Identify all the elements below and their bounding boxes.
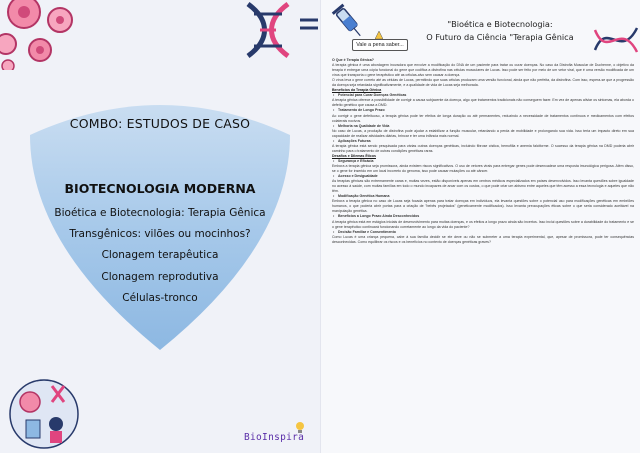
paragraph: A terapia gênica está em estágios iniciais de desenvolvimento para muitas doenças, e os efeitos a longo prazo ainda são incertos. Isso inclui questões sobre a durabilidade do tratamento e se o gene terapêutico continuará funcionando corretamente ao longo da vida do paciente? (332, 219, 634, 229)
paragraph: A terapia gênica é uma abordagem inovadora que envolve a modificação do DNA de um paciente para tratar ou curar doenças. No caso da Distrofia Muscular de Duchenne, o objetivo da terapia é entregar uma cópia funcional do gene que codifica a distrofina nas células musculares de Lucas. Isso pode ser feito por meio de um vetor viral, que é uma versão modificada de um vírus que transporta o gene terapêutico até as células-alvo sem causar a doença. (332, 63, 634, 78)
topic-item[interactable]: Transgênicos: vilões ou mocinhos? (69, 228, 251, 241)
paragraph: Como Lucas é uma criança pequena, cabe à sua família decidir se ele deve ou não se submeter a uma terapia experimental, que, apesar de promissora, pode ter consequências desconhecidas. Como equilibrar os riscos e os benefícios no contexto de doenças genéticas graves? (332, 234, 634, 244)
topic-item[interactable]: Células-tronco (122, 291, 198, 304)
topic-item[interactable]: Bioética e Biotecnologia: Terapia Gênica (54, 207, 266, 219)
brand-logo: BioInspira (244, 432, 305, 443)
section-heading-challenges: Desafios e Dilemas Éticos (332, 153, 376, 158)
lab-illustration-icon (4, 372, 84, 452)
paragraph: Embora a terapia gênica seja promissora, ainda existem riscos significativos. O uso de vetores virais para entregar genes pode desencadear uma resposta imunológica perigosa. Além disso, se o gene for inserido em um local incorreto do genoma, isso pode causar mutações ou até câncer. (332, 163, 634, 174)
bullet-heading: • Benefícios a Longo Prazo Ainda Desconhecidos (332, 214, 634, 219)
bullet-heading: • Segurança e Eficácia (332, 159, 634, 164)
paragraph: O vírus leva o gene correto até as células de Lucas, permitindo que suas células produzam uma versão funcional, ainda que não perfeita, da distrofina. Com isso, espera-se que a progressão da doença seja retardada significativamente, e a qualidade de vida de Lucas seja melhorada. (332, 78, 634, 88)
document-title (380, 18, 620, 44)
document-body (332, 58, 634, 245)
bullet-heading: • Potencial para Curar Doenças Genéticas (332, 93, 634, 98)
topic-item[interactable]: Clonagem reprodutiva (101, 270, 219, 283)
syringe-icon (331, 0, 371, 40)
section-heading-benefits: Benefícios da Terapia Gênica (332, 88, 382, 93)
bullet-heading: • Acesso e Desigualdade (332, 174, 634, 179)
paragraph: A terapia gênica está sendo pesquisada para várias outras doenças genéticas, incluindo fibrose cística, hemofilia e anemia falciforme. O sucesso da terapia gênica na DMD poderia abrir caminho para o tratamento de outras condições genéticas raras. (332, 143, 634, 153)
bullet-heading: • Decisão Familiar e Consentimento (332, 230, 634, 235)
title-line-1: "Bioética e Biotecnologia: (447, 19, 553, 29)
bullet-heading: • Aplicações Futuras (332, 139, 634, 144)
topic-item[interactable]: Clonagem terapêutica (101, 249, 219, 262)
paragraph: Embora a terapia gênica no caso de Lucas seja focada apenas para tratar doenças em indivíduos, ela levanta questões sobre o potencial uso para modificações genéticas em embriões humanos, o que poderia abrir portas para a criação de "bebês projetados" (geneticamente modificados). Isso levanta preocupações éticas sobre o que seria considerado aceitável na manipulação genética. (332, 199, 634, 214)
paragraph: Ao corrigir o gene defeituoso, a terapia gênica pode ter efeitos de longa duração ou até permanentes, reduzindo a necessidade de tratamentos contínuos e medicamentos com efeitos colaterais nocivos. (332, 113, 634, 123)
cells-icon (0, 0, 80, 70)
bullet-heading: • Tratamento de Longo Prazo (332, 108, 634, 113)
dna-icon (240, 0, 320, 60)
paragraph: No caso de Lucas, a produção de distrofina pode ajudar a estabilizar a função muscular, retardando a perda de mobilidade e prolongando sua vida. Isso teria um impacto direto em sua capacidade de realizar atividades diárias, brincar e ter uma infância mais normal. (332, 128, 634, 138)
bullet-heading: • Melhoria na Qualidade de Vida (332, 124, 634, 129)
note-label: Vale a pena saber... (352, 39, 408, 51)
paragraph: As terapias gênicas são extremamente caras e, muitas vezes, estão disponíveis apenas em centros médicos especializados em países desenvolvidos. Isso levanta questões sobre igualdade no acesso à saúde, com muitas famílias em todo o mundo incapazes de arcar com os custos, o que pode criar um abismo entre aqueles que têm acesso a essa tecnologia e aqueles que não têm. (332, 179, 634, 194)
paragraph: A terapia gênica oferece a possibilidade de corrigir a causa subjacente da doença, algo que tratamentos tradicionais não conseguem fazer. Em vez de apenas aliviar os sintomas, ela aborda o defeito genético que causa a DMD. (332, 98, 634, 108)
topic-list (0, 203, 320, 309)
question-heading: O Que é Terapia Gênica? (332, 58, 374, 62)
bullet-heading: • Modificação Genética Humana (332, 194, 634, 199)
combo-heading: COMBO: ESTUDOS DE CASO (69, 116, 251, 131)
subject-heading: BIOTECNOLOGIA MODERNA (64, 181, 256, 196)
title-line-2: O Futuro da Ciência "Terapia Gênica (426, 32, 574, 42)
